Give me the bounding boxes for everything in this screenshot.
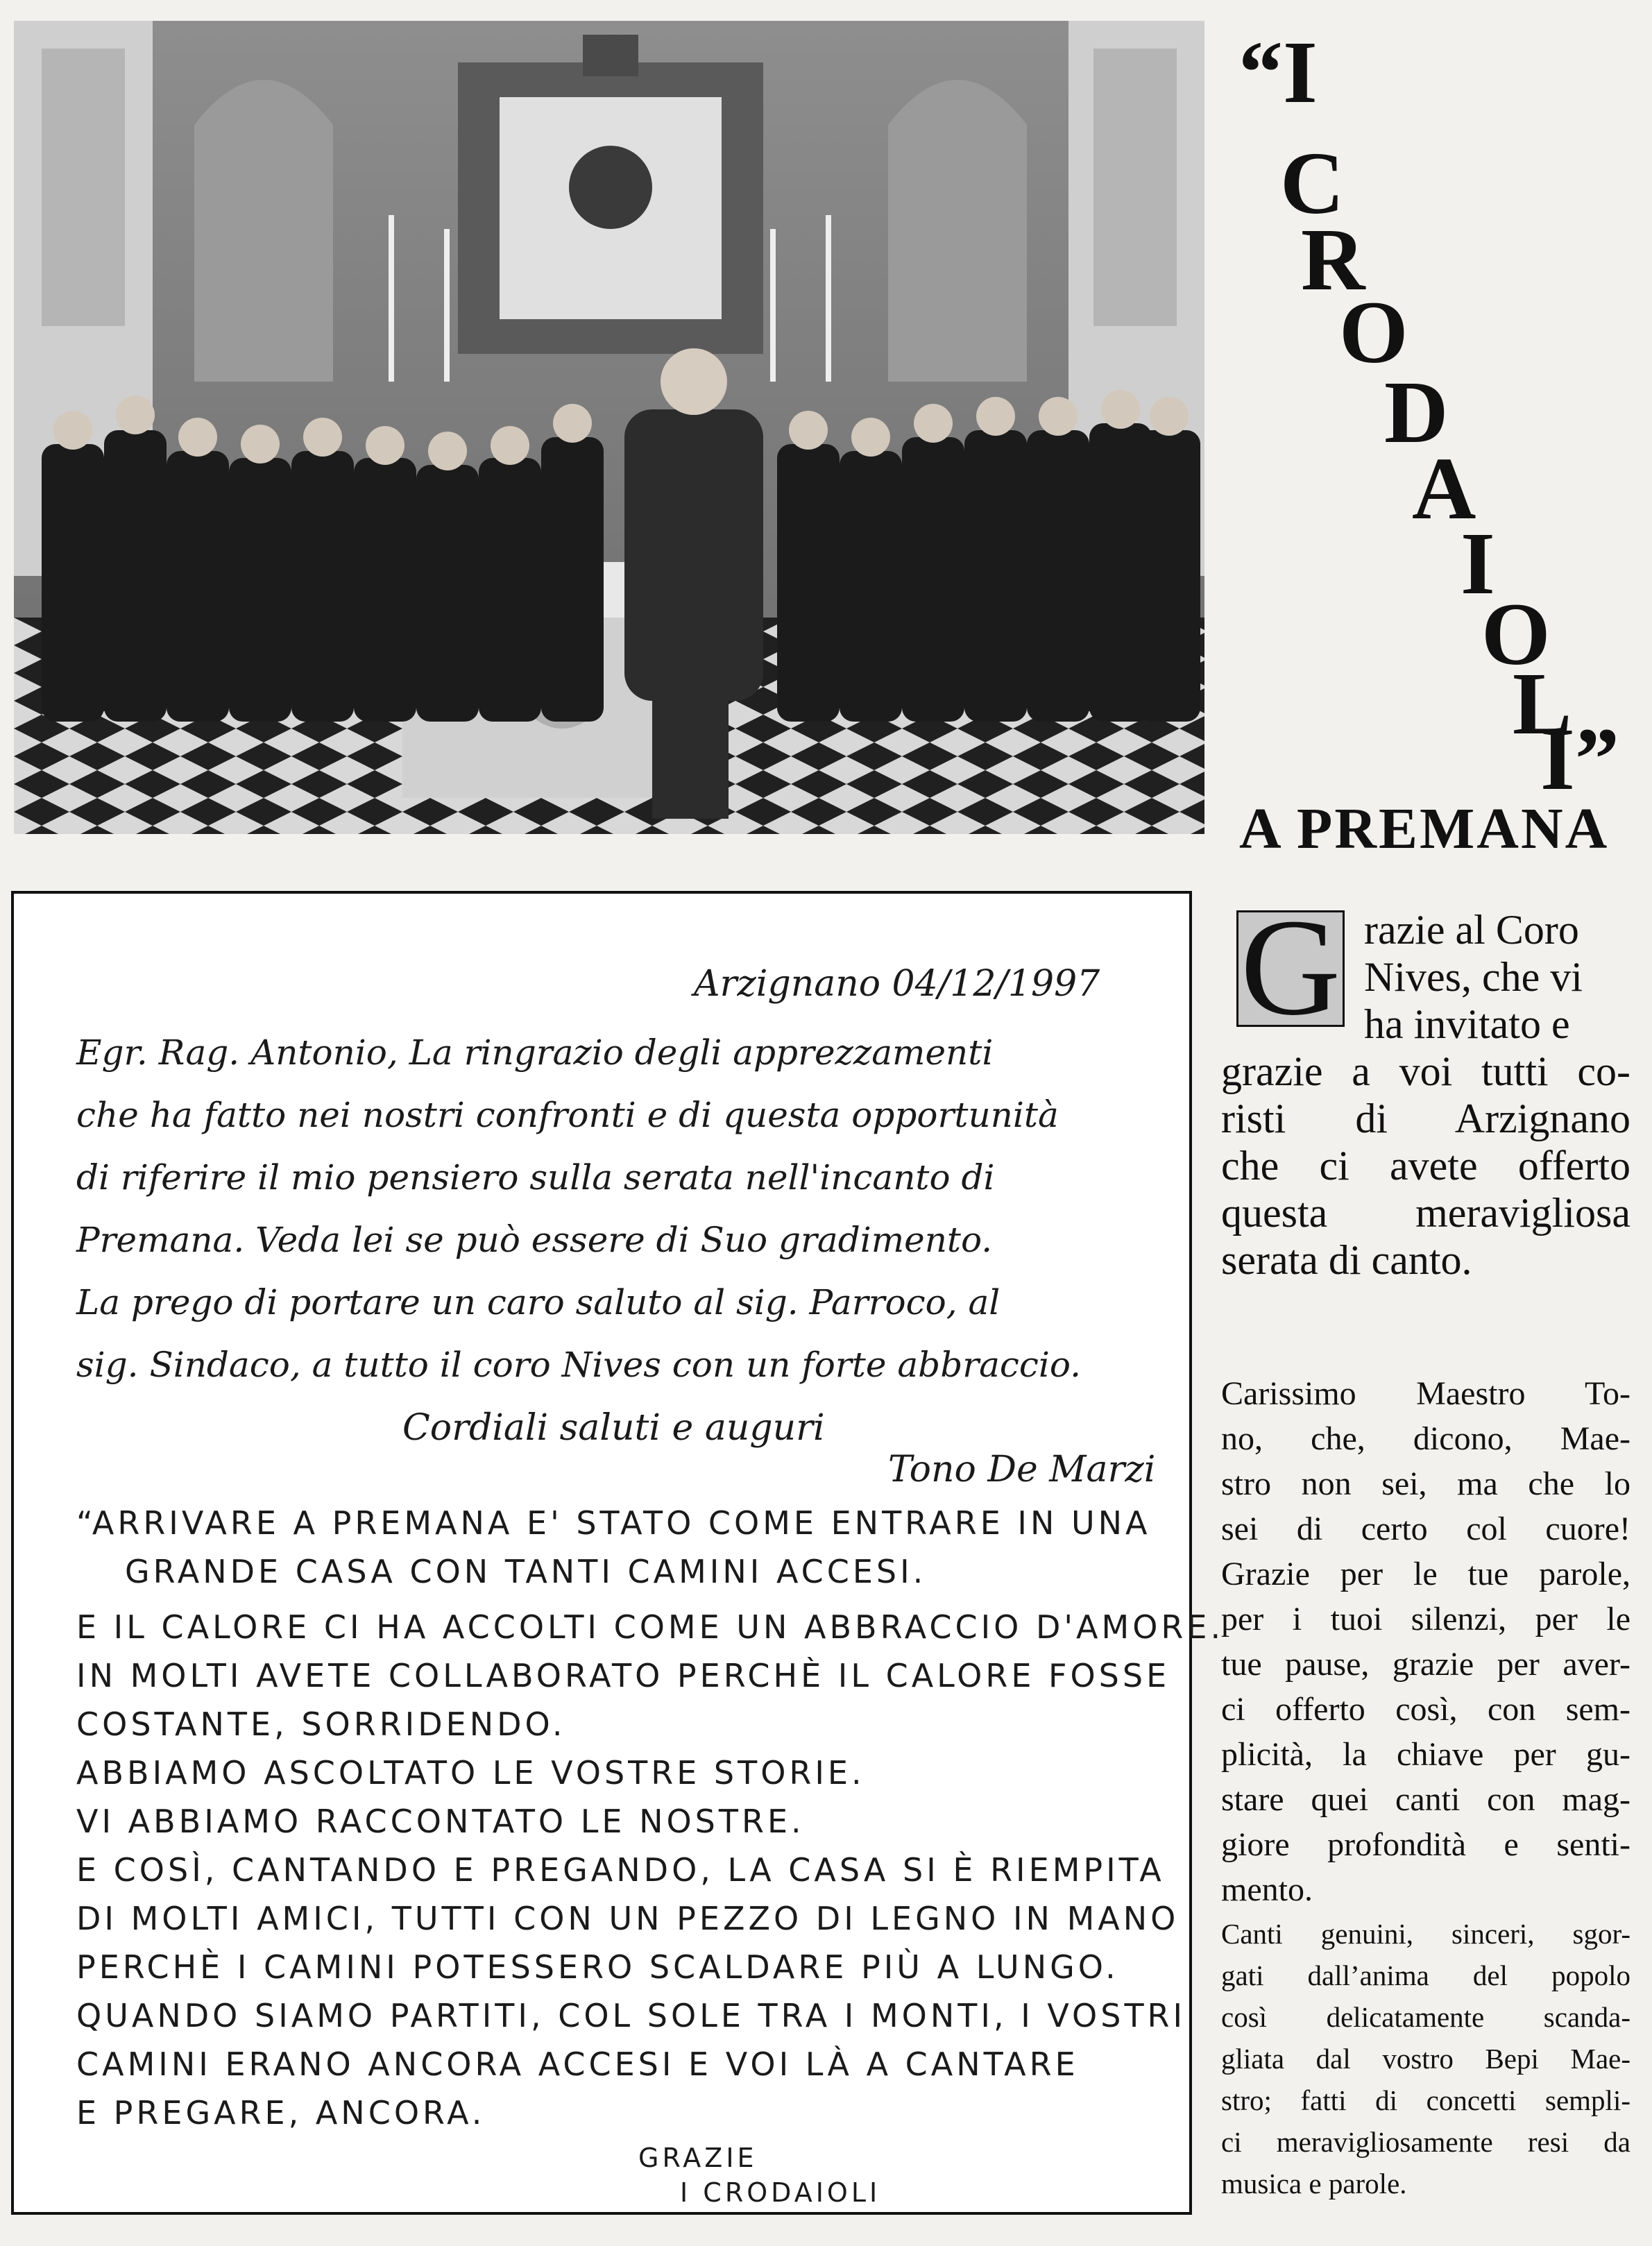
intro-line: questa meravigliosa — [1221, 1190, 1630, 1236]
body-line: tue pause, grazie per aver- — [1221, 1646, 1630, 1683]
title-letter: I — [1461, 514, 1495, 613]
article-subtitle: A PREMANA — [1239, 797, 1610, 861]
letter-caps-line: QUANDO SIAMO PARTITI, COL SOLE TRA I MONTI, I VOSTRI — [76, 1997, 1186, 2034]
closing-line: così delicatamente scanda- — [1221, 2001, 1630, 2033]
intro-line: Nives, che vi — [1364, 954, 1583, 1000]
letter-caps-line: ABBIAMO ASCOLTATO LE VOSTRE STORIE. — [76, 1754, 865, 1792]
title-letter: A — [1412, 439, 1476, 538]
letter-caps-line: E IL CALORE CI HA ACCOLTI COME UN ABBRACCIO D'AMORE. — [76, 1608, 1225, 1646]
closing-line: stro; fatti di concetti sempli- — [1221, 2084, 1630, 2116]
handwritten-letter — [11, 891, 1225, 2215]
title-letter: C — [1280, 134, 1345, 232]
intro-line: razie al Coro — [1364, 907, 1579, 953]
letter-greeting: Cordiali saluti e auguri — [402, 1407, 825, 1449]
body-line: no, che, dicono, Mae- — [1221, 1420, 1630, 1457]
letter-caps-line: E PREGARE, ANCORA. — [76, 2094, 486, 2132]
title-letter: L — [1513, 654, 1572, 753]
title-letter: “I — [1238, 23, 1318, 121]
closing-line: gati dall’anima del popolo — [1221, 1959, 1630, 1991]
closing-line: Canti genuini, sinceri, sgor- — [1221, 1918, 1630, 1950]
letter-thanks: GRAZIE — [638, 2143, 758, 2173]
letter-line: Egr. Rag. Antonio, La ringrazio degli apprezzamenti — [76, 1032, 994, 1073]
body-line: stro non sei, ma che lo — [1221, 1465, 1630, 1502]
letter-caps-line: E COSÌ, CANTANDO E PREGANDO, LA CASA SI È RIEMPITA — [76, 1851, 1165, 1889]
letter-line: Premana. Veda lei se può essere di Suo gradimento. — [76, 1220, 993, 1260]
letter-caps-line: IN MOLTI AVETE COLLABORATO PERCHÈ IL CALORE FOSSE — [76, 1657, 1170, 1694]
letter-caps-line: COSTANTE, SORRIDENDO. — [76, 1705, 566, 1743]
closing-line: ci meravigliosamente resi da — [1221, 2126, 1630, 2158]
title-letter: O — [1481, 585, 1551, 683]
title-letter: I” — [1540, 710, 1619, 808]
title-letter: O — [1339, 283, 1408, 382]
letter-line: che ha fatto nei nostri confronti e di questa opportunità — [76, 1095, 1059, 1135]
letter-caps-line: CAMINI ERANO ANCORA ACCESI E VOI LÀ A CANTARE — [76, 2045, 1079, 2083]
body-line: sei di certo col cuore! — [1221, 1511, 1630, 1547]
intro-line: che ci avete offerto — [1221, 1143, 1630, 1189]
letter-sign-group: I CRODAIOLI — [680, 2177, 881, 2208]
letter-line: di riferire il mio pensiero sulla serata nell'incanto di — [76, 1157, 995, 1198]
letter-line: sig. Sindaco, a tutto il coro Nives con un forte abbraccio. — [76, 1345, 1082, 1385]
letter-caps-line: PERCHÈ I CAMINI POTESSERO SCALDARE PIÙ A LUNGO. — [76, 1948, 1119, 1986]
intro-line: grazie a voi tutti co- — [1221, 1048, 1630, 1094]
church-choir-illustration — [14, 21, 1204, 834]
letter-caps-line: GRANDE CASA CON TANTI CAMINI ACCESI. — [125, 1553, 927, 1590]
letter-place-date: Arzignano 04/12/1997 — [694, 963, 1100, 1005]
body-line: mento. — [1221, 1871, 1313, 1908]
letter-line: La prego di portare un caro saluto al sig. Parroco, al — [76, 1282, 1000, 1322]
intro-line: risti di Arzignano — [1221, 1096, 1630, 1141]
closing-line: musica e parole. — [1221, 2168, 1407, 2200]
dropcap: G — [1236, 910, 1345, 1027]
letter-caps-line: “ARRIVARE A PREMANA E' STATO COME ENTRARE IN UNA — [76, 1504, 1151, 1542]
body-line: per i tuoi silenzi, per le — [1221, 1601, 1630, 1637]
letter-caps-line: DI MOLTI AMICI, TUTTI CON UN PEZZO DI LEGNO IN MANO — [76, 1900, 1180, 1937]
letter-signature: Tono De Marzi — [888, 1449, 1156, 1490]
body-line: stare quei canti con mag- — [1221, 1781, 1630, 1818]
choir-photo — [14, 21, 1204, 834]
body-line: Carissimo Maestro To- — [1221, 1375, 1630, 1412]
closing-line: gliata dal vostro Bepi Mae- — [1221, 2043, 1630, 2075]
body-line: ci offerto così, con sem- — [1221, 1691, 1630, 1728]
body-line: Grazie per le tue parole, — [1221, 1556, 1630, 1592]
letter-caps-line: VI ABBIAMO RACCONTATO LE NOSTRE. — [76, 1803, 805, 1840]
body-line: giore profondità e senti- — [1221, 1826, 1630, 1863]
title-letter: R — [1301, 210, 1365, 309]
intro-line: ha invitato e — [1364, 1001, 1570, 1047]
intro-line: serata di canto. — [1221, 1237, 1472, 1283]
body-line: plicità, la chiave per gu- — [1221, 1736, 1630, 1773]
title-letter: D — [1384, 363, 1449, 461]
